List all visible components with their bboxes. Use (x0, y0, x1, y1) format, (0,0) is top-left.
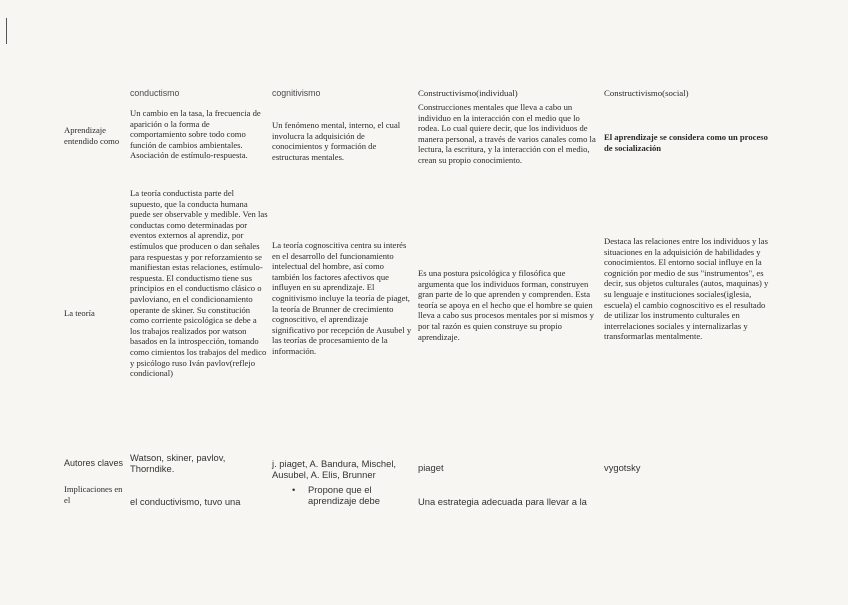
list-implicaciones-cognitivismo (286, 484, 396, 506)
cell-autores-cognitivismo: j. piaget, A. Bandura, Mischel, Ausubel, A. Elis, Brunner (272, 458, 397, 480)
row-label-aprendizaje: Aprendizaje entendido como (64, 125, 120, 146)
row-label-teoria: La teoría (64, 308, 95, 318)
row-label-autores: Autores claves (64, 458, 124, 468)
cell-aprendizaje-constructivismo-social: El aprendizaje se considera como un proceso de socialización (604, 132, 768, 153)
cell-autores-constructivismo-individual: piaget (418, 462, 444, 473)
cell-implicaciones-constructivismo-individual: Una estrategia adecuada para llevar a la (418, 496, 587, 507)
list-item: • Propone que el aprendizaje debe (286, 484, 396, 506)
cell-implicaciones-conductismo: el conductivismo, tuvo una (130, 496, 241, 507)
header-conductismo: conductismo (130, 88, 180, 98)
cell-aprendizaje-cognitivismo: Un fenómeno mental, interno, el cual involucra la adquisición de conocimientos y formación de estructuras mentales. (272, 120, 401, 162)
cell-teoria-constructivismo-social: Destaca las relaciones entre los individuos y las situaciones en la adquisición de habilidades y conocimientos. El entorno social influye en la cognición por medio de sus "instrumentos", es decir, sus objetos culturales (autos, maquinas) y su lenguaje e instituciones sociales(iglesia, escuela) el cambio cognoscitivo es el resultado de utilizar los instrumento culturales en interrelaciones sociales y internalizarlas y transformarlas mentalmente. (604, 236, 769, 342)
header-constructivismo-social: Constructivismo(social) (604, 88, 689, 98)
row-label-implicaciones: Implicaciones en el (64, 484, 123, 505)
cell-teoria-constructivismo-individual: Es una postura psicológica y filosófica que argumenta que los individuos forman, construyen gran parte de lo que aprenden y comprenden. Esta teoría se apoya en el hecho que el hombre se quien lleva a cabo sus procesos mentales por si mismos y por tal razón es quien construye su propio aprendizaje. (418, 268, 594, 342)
cell-aprendizaje-constructivismo-individual: Construcciones mentales que lleva a cabo un individuo en la interacción con el medio que lo rodea. Lo cual quiere decir, que los individuos de manera personal, a través de varios canales como la lectura, la escritura, y la interacción con el medio, crean su propio conocimiento. (418, 102, 596, 165)
header-constructivismo-individual: Constructivismo(individual) (418, 88, 518, 98)
cell-autores-conductismo: Watson, skiner, pavlov, Thorndike. (130, 452, 226, 474)
header-cognitivismo: cognitivismo (272, 88, 321, 98)
cell-teoria-conductismo: La teoría conductista parte del supuesto, que la conducta humana puede ser observable y medible. Ven las conductas como determinadas por eventos externos al aprendiz, por estímulos que producen o dan señales para respuestas y por reforzamiento se manifiestan estas relaciones, estímulo-respuesta. El conductismo tiene sus principios en el conductismo clásico o pavloviano, en el condicionamiento operante de skiner. Su constitución como corriente psicológica se debe a los trabajos realizados por watson basados en la introspección, tomando como cimientos los trabajos del medico y psicólogo ruso Iván pavlov(reflejo condicional) (130, 188, 268, 379)
cell-teoria-cognitivismo: La teoría cognoscitiva centra su interés en el desarrollo del funcionamiento intelectual del hombre, así como también los factores afectivos que influyen en su aprendizaje. El cognitivismo incluye la teoría de piaget, la teoría de Brunner de crecimiento cognoscitivo, el aprendizaje significativo por recepción de Ausubel y las teorías de procesamiento de la información. (272, 240, 412, 356)
scan-edge-mark (6, 18, 7, 44)
cell-autores-constructivismo-social: vygotsky (604, 462, 641, 473)
cell-aprendizaje-conductismo: Un cambio en la tasa, la frecuencia de aparición o la forma de comportamiento sobre todo como función de cambios ambientales. Asociación de estímulo-respuesta. (130, 108, 261, 161)
